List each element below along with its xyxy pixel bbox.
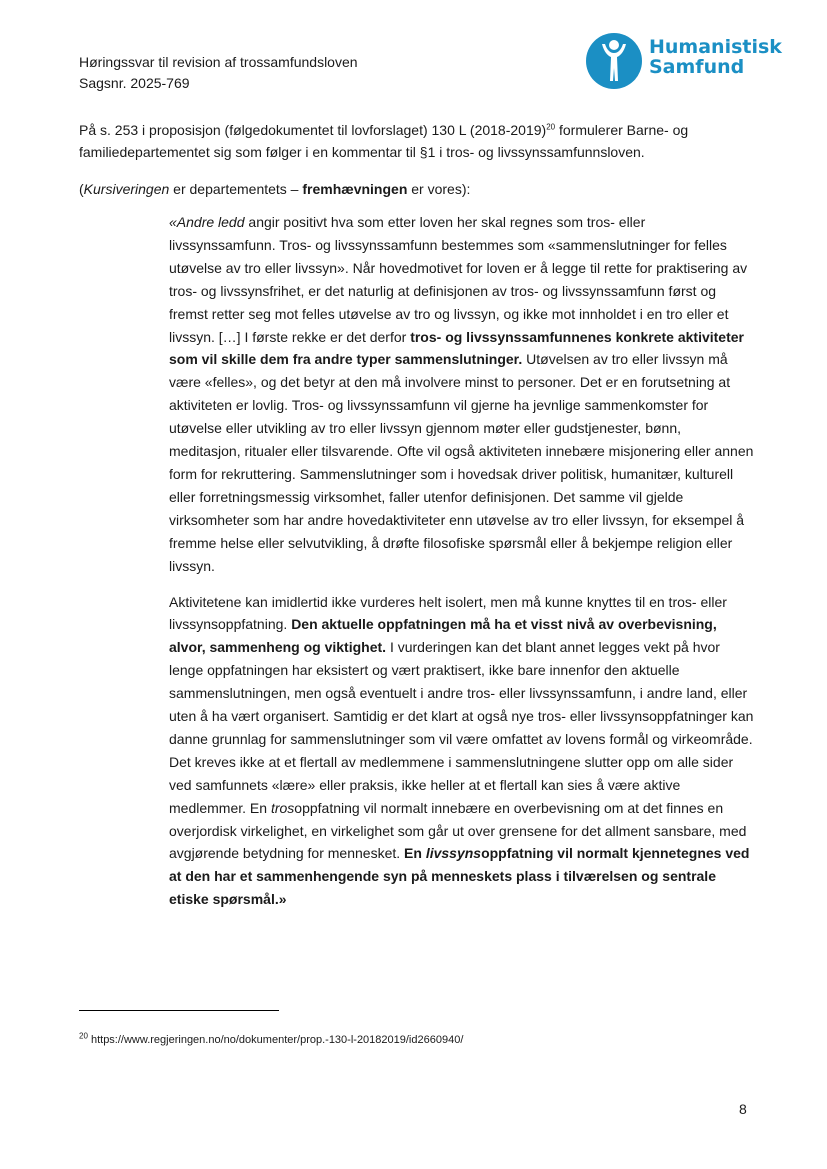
page-number: 8 [739, 1101, 747, 1117]
document-header [79, 52, 358, 94]
header-title: Høringssvar til revision af trossamfundsloven [79, 54, 358, 70]
quote-paragraph-1: «Andre ledd angir positivt hva som etter loven her skal regnes som tros- eller livssynssamfunn. Tros- og livssynssamfunn bestemmes som «sammenslutninger for felles utøvelse av tro eller livssyn». Når hovedmotivet for loven er å legge til rette for praktisering av tros- og livssynsfrihet, er det naturlig at definisjonen av tros- og livssynssamfunn først og fremst retter seg mot felles utøvelse av tro og livssyn, og ikke mot innholdet i en tro eller et livssyn. […] I første rekke er det derfor tros- og livssynssamfunnenes konkrete aktiviteter som vil skille dem fra andre typer sammenslutninger. Utøvelsen av tro eller livssyn må være «felles», og det betyr at den må involvere minst to personer. Det er en forutsetning at aktiviteten er lovlig. Tros- og livssynssamfunn vil gjerne ha jevnlige sammenkomster for utøvelse eller utvikling av tro eller livssyn gjennom møter eller gudstjenester, bønn, meditasjon, ritualer eller tilsvarende. Ofte vil også aktiviteten innebære misjonering eller annen form for rekruttering. Sammenslutninger som i hovedsak driver politisk, humanitær, kulturell eller forretningsmessig virksomhet, faller utenfor definisjonen. Det samme vil gjelde virksomheter som har andre hovedaktiviteter enn utøvelse av tro eller livssyn, for eksempel å fremme helse eller selvutvikling, å drøfte filosofiske spørsmål eller å bekjempe religion eller livssyn. [169, 214, 754, 574]
footnote: $^{20}$ https://www.regjeringen.no/no/dokumenter/prop.-130-l-20182019/id2660940/ [79, 1031, 464, 1046]
logo [585, 32, 782, 92]
block-quote [169, 211, 754, 924]
case-number: Sagsnr. 2025-769 [79, 75, 190, 91]
quote-paragraph-2: Aktivitetene kan imidlertid ikke vurderes helt isolert, men må kunne knyttes til en tros- eller livssynsoppfatning. Den aktuelle oppfatningen må ha et visst nivå av overbevisning, alvor, sammenheng og viktighet. I vurderingen kan det blant annet legges vekt på hvor lenge oppfatningen har eksistert og vært praktisert, ikke bare innenfor den aktuelle sammenslutningen, men også eventuelt i andre tros- eller livssynssamfunn, i andre land, eller uten å ha vært organisert. Samtidig er det klart at også nye tros- eller livssynsoppfatninger kan danne grunnlag for sammenslutninger som vil være omfattet av lovens formål og virkeområde. Det kreves ikke at et flertall av medlemmene i sammenslutningene slutter opp om alle sider ved samfunnets «lære» eller praksis, ikke heller at et flertall kan sies å være aktive medlemmer. En trosoppfatning vil normalt innebære en overbevisning om at det finnes en overjordisk virkelighet, en virkelighet som går ut over grensene for det allment sansbare, med avgjørende betydning for mennesket. En livssynsoppfatning vil normalt kjennetegnes ved at den har et sammenhengende syn på menneskets plass i tilværelsen og sentrale etiske spørsmål.» [169, 593, 754, 908]
footnote-reference: 20 [546, 122, 556, 132]
footnote-separator [79, 1010, 279, 1011]
emphasis-note: (Kursiveringen er departementets – fremhævningen er vores): [79, 181, 471, 197]
intro-paragraph: På s. 253 i proposisjon (følgedokumentet til lovforslaget) 130 L (2018-2019)$^{20}$ formulerer Barne- og familiedepartementet sig som følger i en kommentar til §1 i tros- og livssynssamfunnsloven. [79, 122, 689, 160]
footnote-link[interactable]: https://www.regjeringen.no/no/dokumenter/prop.-130-l-20182019/id2660940/ [87, 1034, 464, 1046]
logo-wordmark: Humanistisk Samfund [649, 36, 782, 78]
humanist-figure-icon [585, 32, 643, 90]
